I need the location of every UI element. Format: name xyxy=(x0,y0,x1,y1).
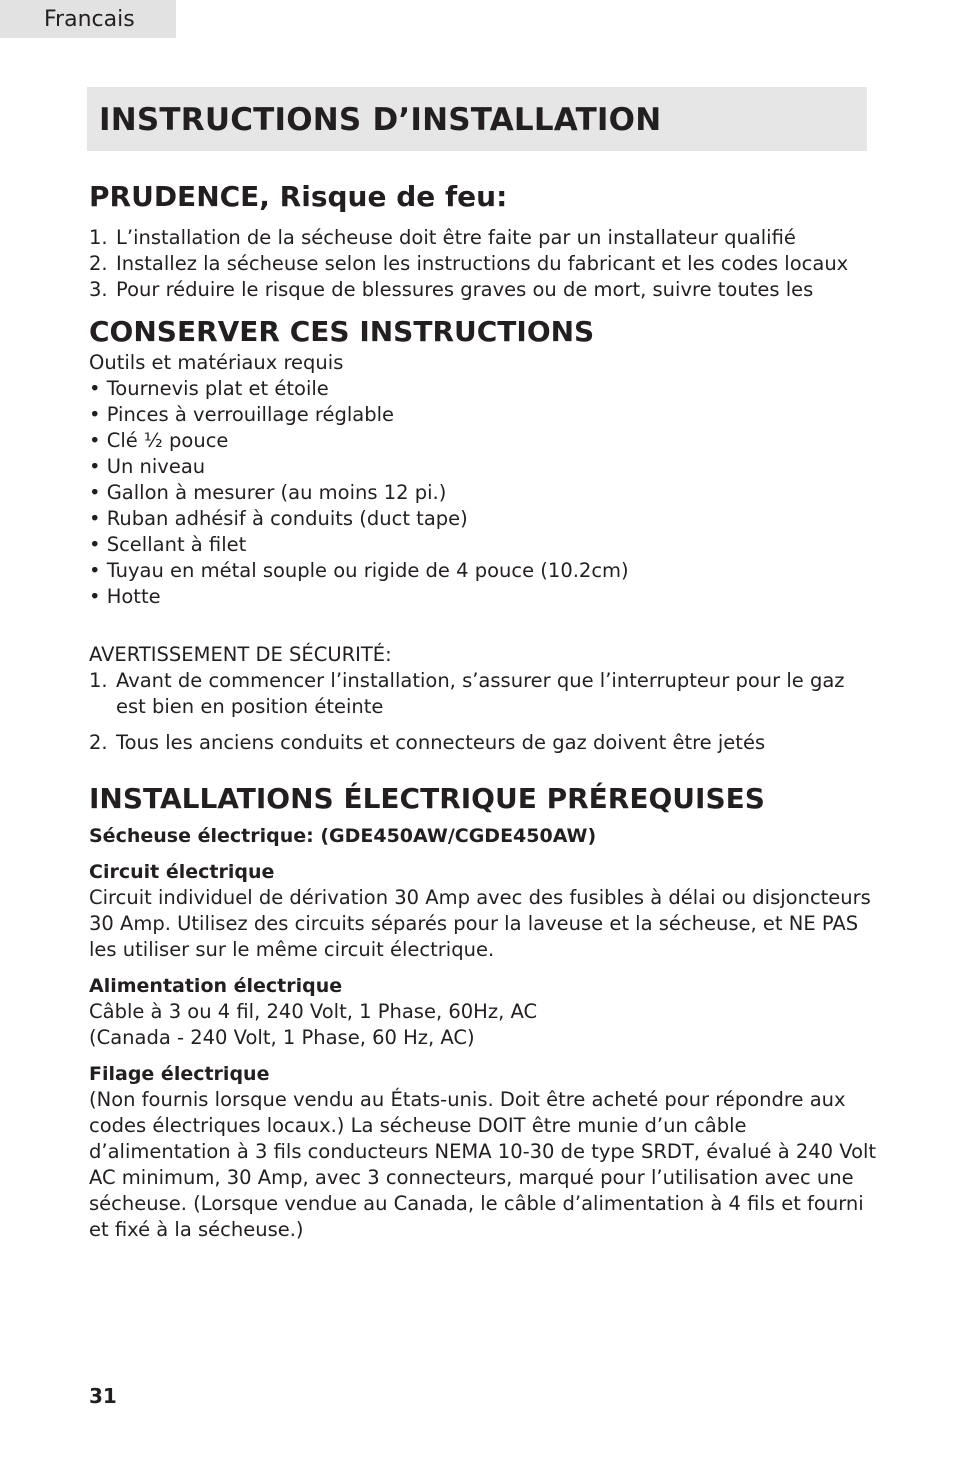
electrical-section xyxy=(89,778,879,1243)
page-number: 31 xyxy=(89,1384,117,1408)
save-section xyxy=(89,314,879,756)
list-item: • Clé ½ pouce xyxy=(89,429,229,452)
tools-intro: Outils et matériaux requis xyxy=(89,351,344,374)
list-item: • Hotte xyxy=(89,585,161,608)
list-item: • Pinces à verrouillage réglable xyxy=(89,403,395,426)
page-title: INSTRUCTIONS D’INSTALLATION xyxy=(99,102,662,138)
caution-list xyxy=(89,225,879,303)
list-item xyxy=(89,668,879,720)
item-text: Installez la sécheuse selon les instructions du fabricant et les codes locaux xyxy=(116,252,849,275)
caution-heading: PRUDENCE, Risque de feu: xyxy=(89,180,508,213)
supply-heading: Alimentation électrique xyxy=(89,975,343,997)
item-number: 2. xyxy=(89,731,108,754)
list-item: • Tournevis plat et étoile xyxy=(89,377,329,400)
wiring-heading: Filage électrique xyxy=(89,1063,270,1085)
save-heading: CONSERVER CES INSTRUCTIONS xyxy=(89,315,595,348)
title-bar xyxy=(87,87,867,151)
item-number: 1. xyxy=(89,226,108,249)
list-item: • Scellant à filet xyxy=(89,533,247,556)
list-item xyxy=(89,225,879,251)
caution-section xyxy=(89,176,879,303)
circuit-text: Circuit individuel de dérivation 30 Amp avec des fusibles à délai ou disjoncteurs 30 Amp. Utilisez des circuits séparés pour la laveuse et la sécheuse, et NE PAS les utiliser sur le même circuit électrique. xyxy=(89,886,871,961)
list-item: • Ruban adhésif à conduits (duct tape) xyxy=(89,507,468,530)
list-item: • Un niveau xyxy=(89,455,206,478)
list-item xyxy=(89,251,879,277)
list-item xyxy=(89,730,879,756)
page-content xyxy=(89,176,879,1243)
wiring-text: (Non fournis lorsque vendu au États-unis. Doit être acheté pour répondre aux codes électriques locaux.) La sécheuse DOIT être munie d’un câble d’alimentation à 3 fils conducteurs NEMA 10-30 de type SRDT, évalué à 240 Volt AC minimum, 30 Amp, avec 3 connecteurs, marqué pour l’utilisation avec une sécheuse. (Lorsque vendue au Canada, le câble d’alimentation à 4 fils et fourni et fixé à la sécheuse.) xyxy=(89,1088,877,1241)
safety-warning-list xyxy=(89,668,879,756)
circuit-heading: Circuit électrique xyxy=(89,861,275,883)
safety-warning-heading: AVERTISSEMENT DE SÉCURITÉ: xyxy=(89,643,392,666)
item-number: 3. xyxy=(89,278,108,301)
language-tab: Francais xyxy=(0,0,176,38)
item-number: 1. xyxy=(89,669,108,692)
item-text: Tous les anciens conduits et connecteurs de gaz doivent être jetés xyxy=(116,731,766,754)
item-text: Pour réduire le risque de blessures graves ou de mort, suivre toutes les xyxy=(116,278,814,301)
supply-line-2: (Canada - 240 Volt, 1 Phase, 60 Hz, AC) xyxy=(89,1026,475,1049)
list-item: • Gallon à mesurer (au moins 12 pi.) xyxy=(89,481,447,504)
electrical-heading: INSTALLATIONS ÉLECTRIQUE PRÉREQUISES xyxy=(89,782,765,815)
supply-line-1: Câble à 3 ou 4 fil, 240 Volt, 1 Phase, 60Hz, AC xyxy=(89,1000,538,1023)
item-number: 2. xyxy=(89,252,108,275)
list-item: • Tuyau en métal souple ou rigide de 4 pouce (10.2cm) xyxy=(89,559,629,582)
list-item xyxy=(89,277,879,303)
tools-list xyxy=(89,376,879,610)
item-text: Avant de commencer l’installation, s’assurer que l’interrupteur pour le gaz est bien en position éteinte xyxy=(116,669,845,718)
dryer-model: Sécheuse électrique: (GDE450AW/CGDE450AW) xyxy=(89,825,597,847)
item-text: L’installation de la sécheuse doit être faite par un installateur qualifié xyxy=(116,226,796,249)
